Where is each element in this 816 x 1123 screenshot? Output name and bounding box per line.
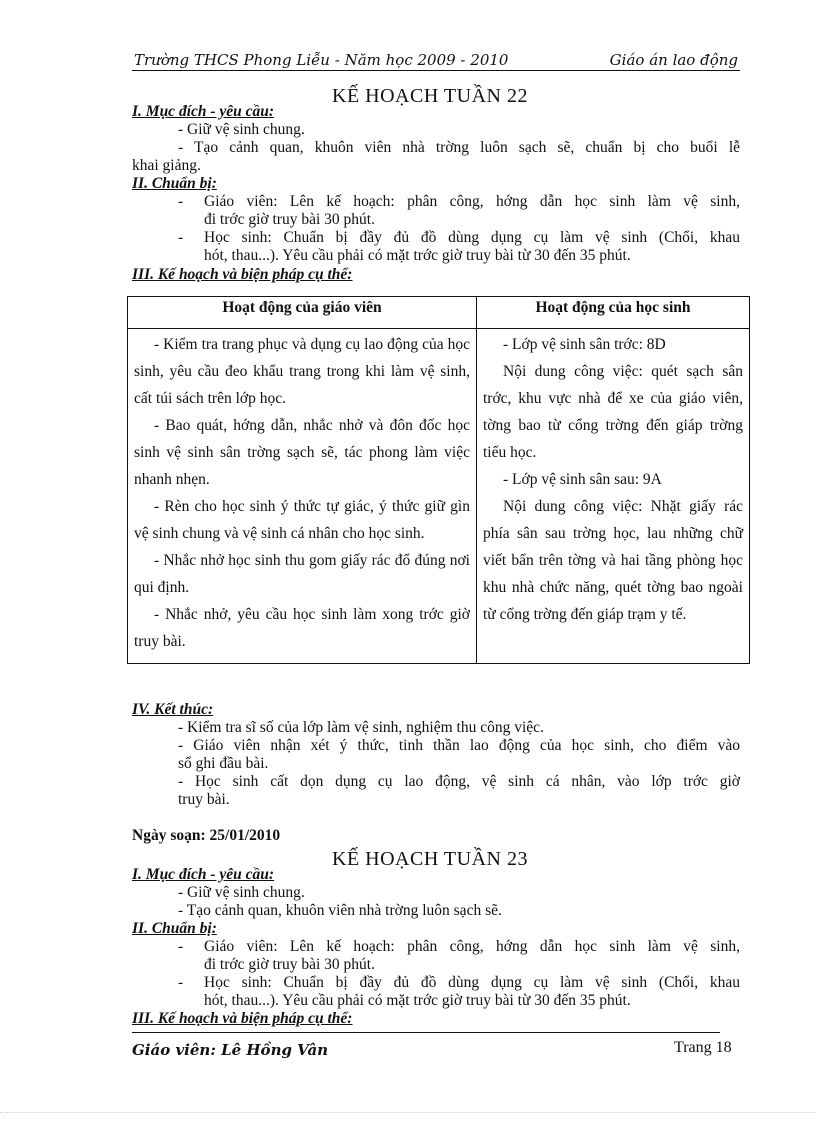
w22-section3-heading: III. Kế hoạch và biện pháp cụ thể:: [132, 266, 353, 283]
activity-table: [127, 296, 750, 664]
w22-s1-line1: - Giữ vệ sinh chung.: [178, 121, 305, 138]
footer-divider: [132, 1032, 720, 1033]
w22-section1-heading: I. Mục đích - yêu cầu:: [132, 103, 275, 120]
student-activities-cell: [477, 329, 750, 664]
w22-s4-line5: truy bài.: [178, 791, 230, 808]
teacher-activity: - Bao quát, hớng dẫn, nhắc nhở và đôn đốc học sinh vệ sinh sân trờng sạch sẽ, tác phong làm việc nhanh nhẹn.: [134, 417, 470, 488]
w22-s4-line2: - Giáo viên nhận xét ý thức, tinh thần lao động của học sinh, cho điểm vào: [178, 737, 740, 754]
w22-s2-b2-line2: hót, thau...). Yêu cầu phải có mặt trớc giờ truy bài từ 30 đến 35 phút.: [204, 247, 631, 264]
w22-bullet2: -: [178, 229, 184, 246]
w22-s4-line4: - Học sinh cất dọn dụng cụ lao động, vệ sinh cá nhân, vào lớp trớc giờ: [178, 773, 740, 790]
w22-s2-b1-line2: đi trớc giờ truy bài 30 phút.: [204, 211, 375, 228]
w23-s2-b1-line2: đi trớc giờ truy bài 30 phút.: [204, 956, 375, 973]
w23-s1-line2: - Tạo cảnh quan, khuôn viên nhà trờng luôn sạch sẽ.: [178, 902, 502, 919]
w23-section2-heading: II. Chuẩn bị:: [132, 920, 217, 937]
student-activity: Nội dung công việc: Nhặt giấy rác phía sân sau trờng học, lau những chữ viết bẩn trên tờng và hai tầng phòng học khu nhà chức năng, quét tờng bao ngoài từ cổng trờng đến giáp trạm y tế.: [483, 498, 743, 623]
w23-s2-b2-line1: Học sinh: Chuẩn bị đầy đủ đồ dùng dụng cụ làm vệ sinh (Chổi, khau: [204, 974, 740, 991]
student-activity: - Lớp vệ sinh sân trớc: 8D: [503, 336, 666, 353]
w22-s2-b2-line1: Học sinh: Chuẩn bị đầy đủ đồ dùng dụng cụ làm vệ sinh (Chổi, khau: [204, 229, 740, 246]
w23-s2-b1-line1: Giáo viên: Lên kế hoạch: phân công, hớng dẫn học sinh làm vệ sinh,: [204, 938, 740, 955]
student-activity: Nội dung công việc: quét sạch sân trớc, khu vực nhà để xe của giáo viên, tờng bao từ cổng trờng đến giáp trờng tiểu học.: [483, 363, 743, 461]
teacher-activities-cell: [128, 329, 477, 664]
footer-page-number: Trang 18: [674, 1039, 732, 1056]
teacher-activity: - Nhắc nhở, yêu cầu học sinh làm xong trớc giờ truy bài.: [134, 606, 470, 650]
w22-s2-b1-line1: Giáo viên: Lên kế hoạch: phân công, hớng dẫn học sinh làm vệ sinh,: [204, 193, 740, 210]
header-school: Trường THCS Phong Liễu - Năm học 2009 - 2010: [134, 51, 509, 69]
w22-s1-line2: - Tạo cảnh quan, khuôn viên nhà trờng luôn sạch sẽ, chuẩn bị cho buổi lễ: [178, 139, 740, 156]
w23-bullet1: -: [178, 938, 184, 955]
w23-s1-line1: - Giữ vệ sinh chung.: [178, 884, 305, 901]
student-column-header: Hoạt động của học sinh: [477, 297, 750, 329]
table-header-row: [128, 297, 750, 329]
w23-section3-heading: III. Kế hoạch và biện pháp cụ thể:: [132, 1010, 353, 1027]
w22-bullet1: -: [178, 193, 184, 210]
w22-s4-line3: sổ ghi đầu bài.: [178, 755, 269, 772]
teacher-activity: - Kiểm tra trang phục và dụng cụ lao động của học sinh, yêu cầu đeo khẩu trang trong khi làm vệ sinh, cất túi sách trên lớp học.: [134, 336, 470, 407]
w23-bullet2: -: [178, 974, 184, 991]
student-activity: - Lớp vệ sinh sân sau: 9A: [503, 471, 662, 488]
table-row: [128, 329, 750, 664]
week23-title: KẾ HOẠCH TUẦN 23: [332, 848, 528, 870]
week22-title: KẾ HOẠCH TUẦN 22: [332, 85, 528, 107]
w23-s2-b2-line2: hót, thau...). Yêu cầu phải có mặt trớc giờ truy bài từ 30 đến 35 phút.: [204, 992, 631, 1009]
w22-section2-heading: II. Chuẩn bị:: [132, 175, 217, 192]
header-subject: Giáo án lao động: [609, 51, 738, 69]
footer-teacher: Giáo viên: Lê Hồng Vân: [132, 1041, 329, 1059]
teacher-activity: - Nhắc nhở học sinh thu gom giấy rác đổ đúng nơi qui định.: [134, 552, 470, 596]
preparation-date: Ngày soạn: 25/01/2010: [132, 827, 281, 844]
w22-s4-line1: - Kiểm tra sĩ số của lớp làm vệ sinh, nghiệm thu công việc.: [178, 719, 544, 736]
teacher-column-header: Hoạt động của giáo viên: [128, 297, 477, 329]
w23-section1-heading: I. Mục đích - yêu cầu:: [132, 866, 275, 883]
page-edge: [0, 1112, 816, 1113]
w22-section4-heading: IV. Kết thúc:: [132, 701, 214, 718]
page-header: [132, 50, 740, 71]
w22-s1-line3: khai giảng.: [132, 157, 201, 174]
teacher-activity: - Rèn cho học sinh ý thức tự giác, ý thức giữ gìn vệ sinh chung và vệ sinh cá nhân cho học sinh.: [134, 498, 470, 542]
